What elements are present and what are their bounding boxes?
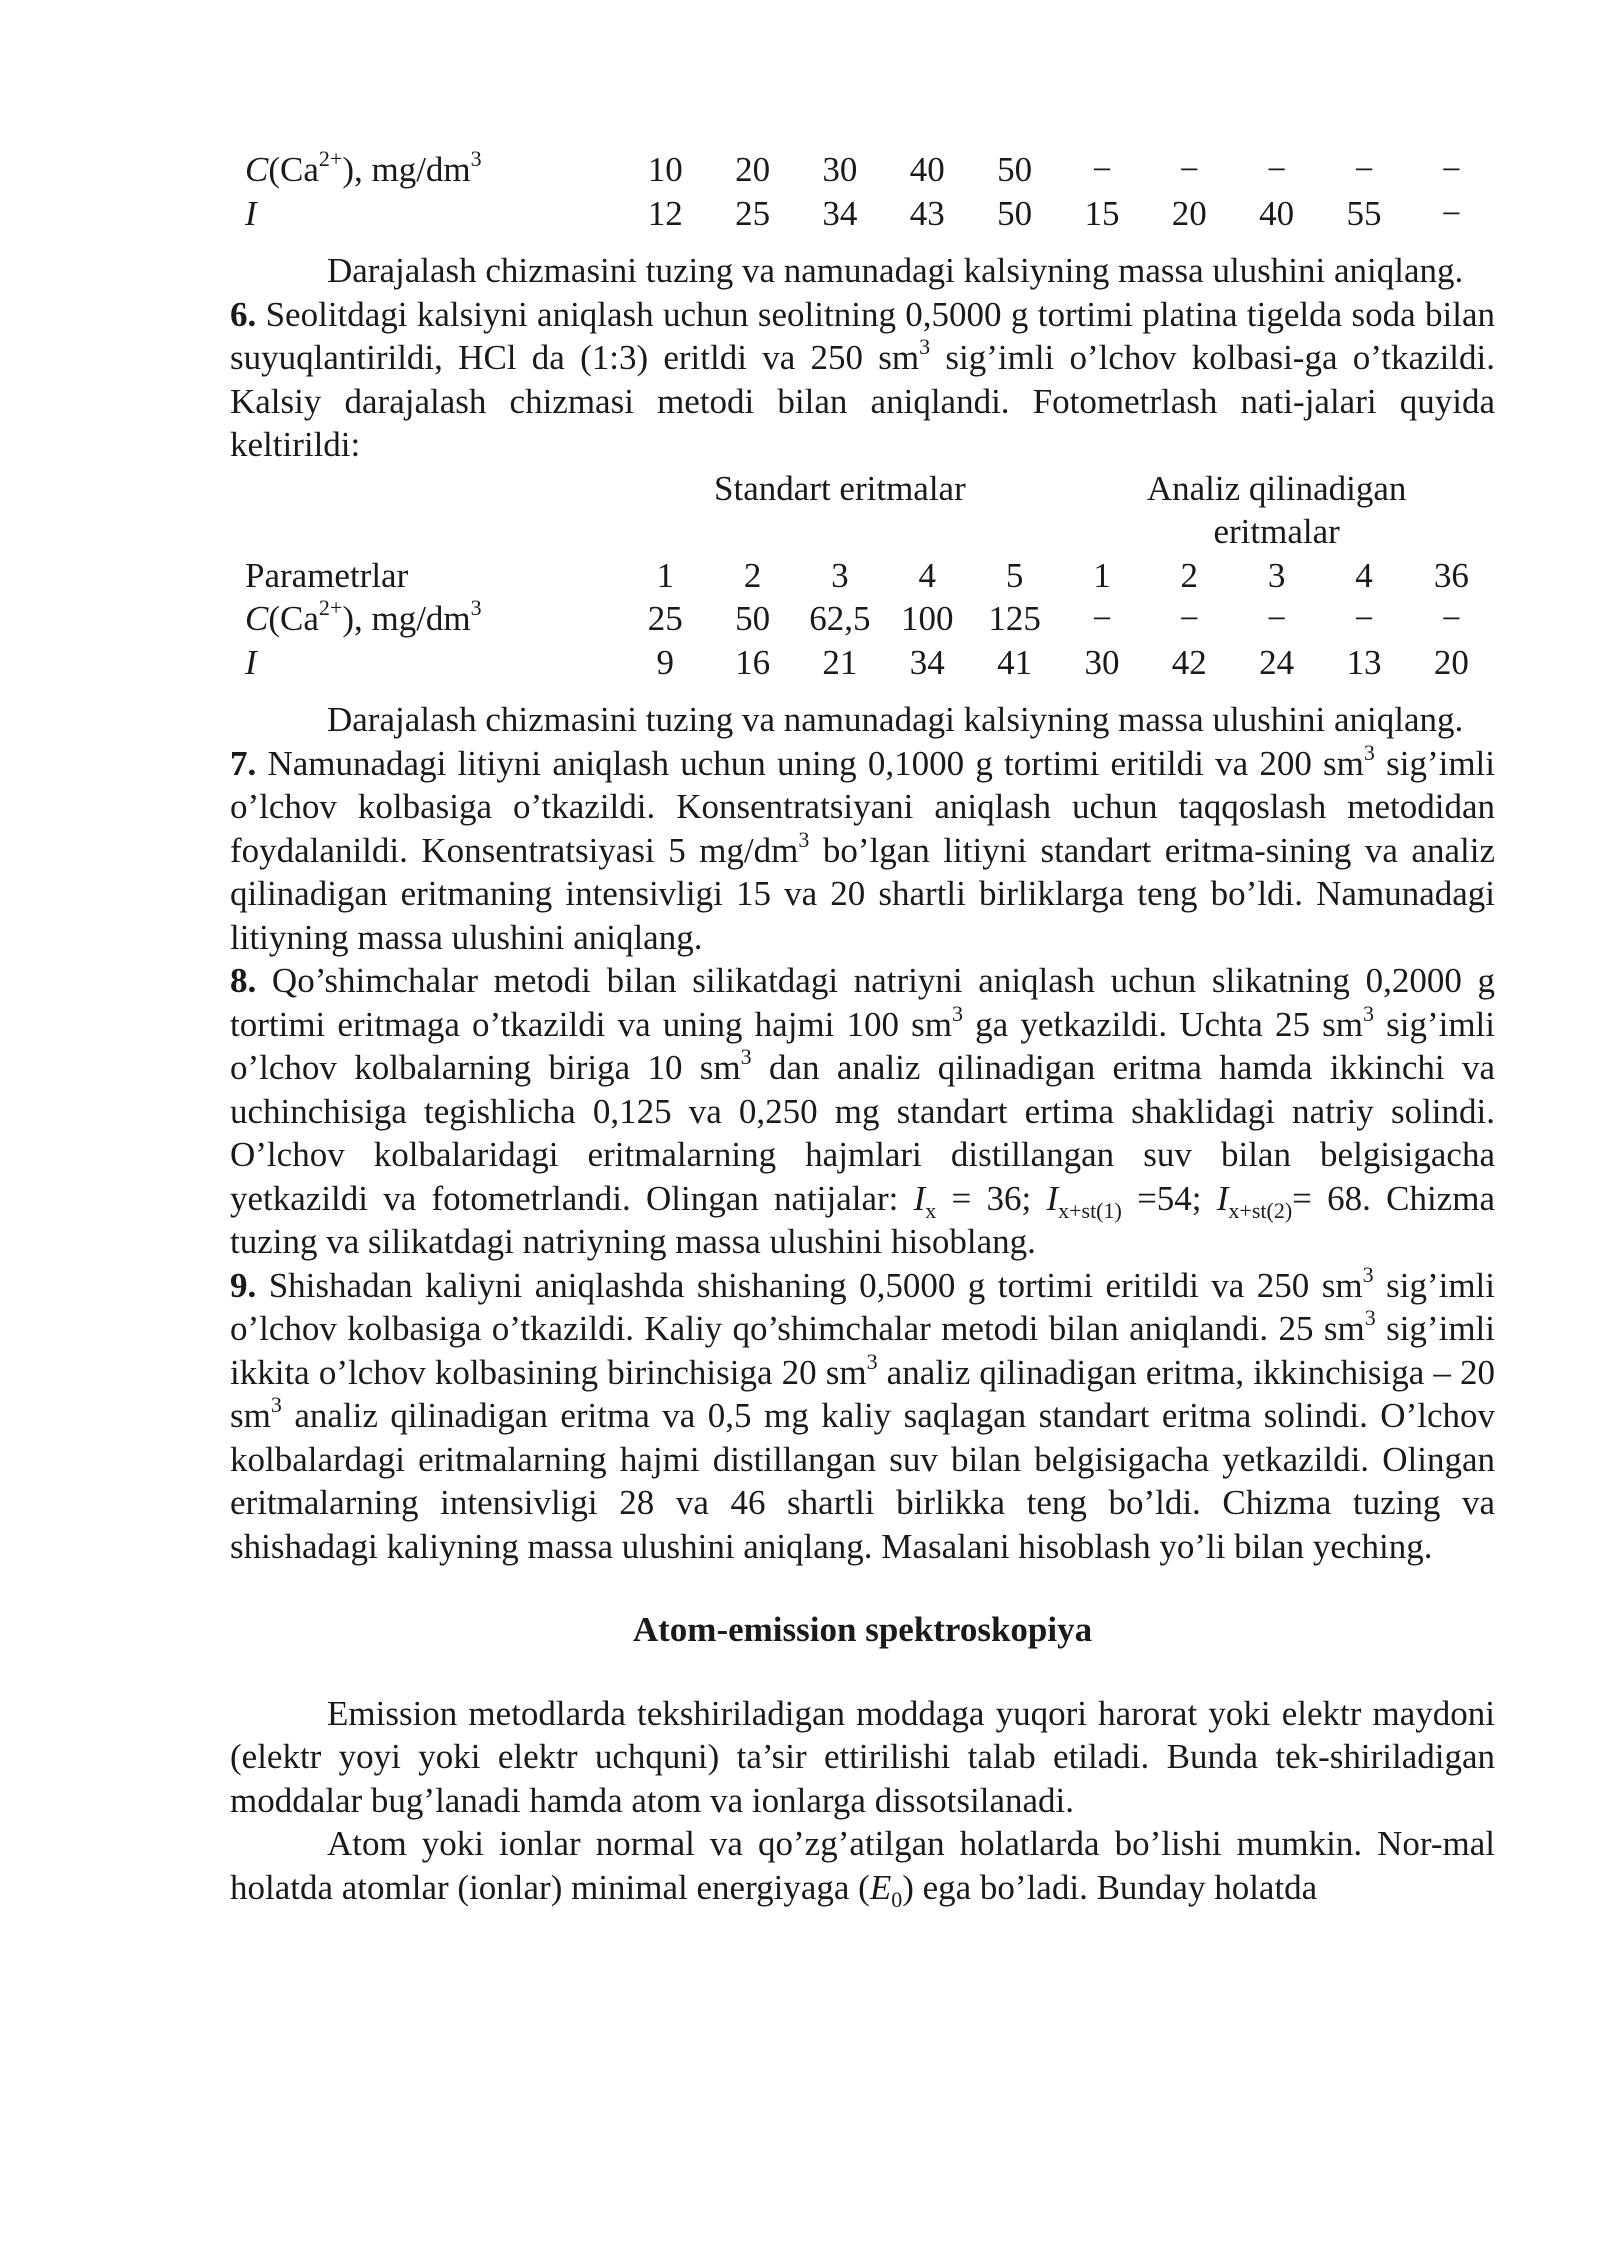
table-cell: 25 <box>647 599 683 638</box>
table-cell: 3 <box>831 555 849 595</box>
calibration-table-2 <box>230 467 1495 685</box>
table-cell: 4 <box>918 555 936 595</box>
table-cell: − <box>1179 150 1200 189</box>
row-label-intensity: I <box>245 193 257 233</box>
table-cell: 4 <box>1355 555 1373 595</box>
table-cell: 36 <box>1433 555 1469 595</box>
table-cell: 100 <box>901 599 954 638</box>
table-cell: − <box>1354 150 1374 189</box>
table-row <box>230 641 1495 685</box>
table-cell: 43 <box>909 193 945 233</box>
problem-6: 6. Seolitdagi kalsiyni aniqlash uchun seolitning 0,5000 g tortimi platina tigelda soda bilan suyuqlantirildi, HCl da (1:3) eritldi va 250 $sm^3$ sig’imli o’lchov kolbasi-ga o’tkazildi. Kalsiy darajalash chizmasi metodi bilan aniqlandi. Fotometrlash nati-jalari quyida keltirildi: <box>230 294 1495 464</box>
table-cell: 40 <box>909 150 945 189</box>
table-cell: 24 <box>1259 642 1295 682</box>
row-label-concentration: $C(Ca^{2+})$, $mg/dm^3$ <box>245 146 482 189</box>
table-cell: 50 <box>997 193 1033 233</box>
table-cell: 42 <box>1171 642 1207 682</box>
table-cell: 16 <box>735 642 771 682</box>
group-header-standard: Standart eritmalar <box>714 468 966 508</box>
row-label-intensity: I <box>245 642 257 682</box>
calibration-table-1 <box>230 148 1495 235</box>
table-cell: − <box>1354 599 1374 638</box>
table-cell: 12 <box>647 193 683 233</box>
problem-8: 8. Qo’shimchalar metodi bilan silikatdagi natriyni aniqlash uchun slikatning 0,2000 g tortimi eritmaga o’tkazildi va uning hajmi 100 $sm^3$ ga yetkazildi. Uchta 25 $sm^3$ sig’imli o’lchov kolbalarning biriga 10 $sm^3$ dan analiz qilinadigan eritma hamda ikkinchi va uchinchisiga tegishlicha 0,125 va 0,250 mg standart ertima shaklidagi natriy solindi. O’lchov kolbalaridagi eritmalarning hajmlari distillangan suv bilan belgisigacha yetkazildi va fotometrlandi. Olingan natijalar: $I_x = 36$; $I_{x+st(1)} =54$; $I_{x+st(2)}= 68$. Chizma tuzing va silikatdagi natriyning massa ulushini hisoblang. <box>230 961 1495 1261</box>
table-cell: − <box>1441 150 1462 189</box>
table-cell: 30 <box>822 150 858 189</box>
paragraph-task-instruction-1: Darajalash chizmasini tuzing va namunadagi kalsiyning massa ulushini aniqlang. <box>327 251 1464 290</box>
table-cell: − <box>1179 599 1200 638</box>
table-row <box>230 554 1495 598</box>
paragraph-task-instruction-2: Darajalash chizmasini tuzing va namunadagi kalsiyning massa ulushini aniqlang. <box>327 700 1464 739</box>
table-cell: 3 <box>1267 555 1286 595</box>
table-cell: 15 <box>1084 193 1120 233</box>
table-cell: 20 <box>1433 642 1469 682</box>
table-cell: 125 <box>988 599 1041 638</box>
table-cell: 50 <box>997 150 1033 189</box>
table-cell: − <box>1092 599 1112 638</box>
table-cell: 13 <box>1346 642 1382 682</box>
table-cell: 2 <box>1180 555 1199 595</box>
document-page <box>230 146 1496 1912</box>
row-label-concentration: $C(Ca^{2+})$, $mg/dm^3$ <box>245 595 482 638</box>
table-cell: 55 <box>1346 193 1382 233</box>
table-cell: 34 <box>822 193 858 233</box>
table-cell: 30 <box>1084 642 1120 682</box>
table-cell: 25 <box>735 193 771 233</box>
table-row <box>230 467 1495 554</box>
table-cell: 40 <box>1259 193 1295 233</box>
table-cell: 20 <box>735 150 771 189</box>
table-cell: 34 <box>909 642 945 682</box>
table-row <box>230 597 1495 641</box>
table-cell: − <box>1441 599 1462 638</box>
table-cell: 20 <box>1171 193 1207 233</box>
table-cell: − <box>1441 193 1462 233</box>
table-row <box>230 192 1495 236</box>
table-cell: 1 <box>1093 555 1111 595</box>
paragraph-emission: Emission metodlarda tekshiriladigan moddaga yuqori harorat yoki elektr maydoni (elektr yoyi yoki elektr uchquni) ta’sir ettirilishi talab etiladi. Bunda tek-shiriladigan moddalar bug’lanadi hamda atom va ionlarga dissotsilanadi. <box>230 1693 1495 1820</box>
table-cell: 10 <box>647 150 683 189</box>
table-cell: − <box>1266 599 1287 638</box>
table-cell: 2 <box>743 555 762 595</box>
param-label: Parametrlar <box>245 555 409 595</box>
table-cell: − <box>1266 150 1287 189</box>
section-heading: Atom-emission spektroskopiya <box>632 1610 1093 1649</box>
table-cell: 1 <box>656 555 674 595</box>
table-cell: 21 <box>822 642 858 682</box>
table-cell: − <box>1092 150 1112 189</box>
paragraph-atom-states: Atom yoki ionlar normal va qo’zg’atilgan holatlarda bo’lishi mumkin. Nor-mal holatda atomlar (ionlar) minimal energiyaga $(E_0)$ ega bo’ladi. Bunday holatda <box>230 1824 1495 1912</box>
table-row <box>230 148 1495 192</box>
table-cell: 5 <box>1005 555 1024 595</box>
table-cell: 9 <box>656 642 674 682</box>
table-cell: 50 <box>735 599 771 638</box>
table-cell: 62,5 <box>809 599 871 638</box>
problem-7: 7. Namunadagi litiyni aniqlash uchun uning 0,1000 g tortimi eritildi va 200 $sm^3$ sig’imli o’lchov kolbasiga o’tkazildi. Konsentratsiyani aniqlash uchun taqqoslash metodidan foydalanildi. Konsentratsiyasi 5 $mg/dm^3$ bo’lgan litiyni standart eritma-sining va analiz qilinadigan eritmaning intensivligi 15 va 20 shartli birliklarga teng bo’ldi. Namunadagi litiyning massa ulushini aniqlang. <box>230 739 1496 957</box>
table-cell: 41 <box>997 642 1033 682</box>
group-header-analyzed: Analiz qilinadigan eritmalar <box>1146 468 1407 551</box>
problem-9: 9. Shishadan kaliyni aniqlashda shishaning 0,5000 g tortimi eritildi va 250 $sm^3$ sig’imli o’lchov kolbasiga o’tkazildi. Kaliy qo’shimchalar metodi bilan aniqlandi. 25 $sm^3$ sig’imli ikkita o’lchov kolbasining birinchisiga 20 $sm^3$ analiz qilinadigan eritma, ikkinchisiga – 20 $sm^3$ analiz qilinadigan eritma va 0,5 mg kaliy saqlagan standart eritma solindi. O’lchov kolbalardagi eritmalarning hajmi distillangan suv bilan belgisigacha yetkazildi. Olingan eritmalarning intensivligi 28 va 46 shartli birlikka teng bo’ldi. Chizma tuzing va shishadagi kaliyning massa ulushini aniqlang. Masalani hisoblash yo’li bilan yeching. <box>230 1261 1495 1566</box>
